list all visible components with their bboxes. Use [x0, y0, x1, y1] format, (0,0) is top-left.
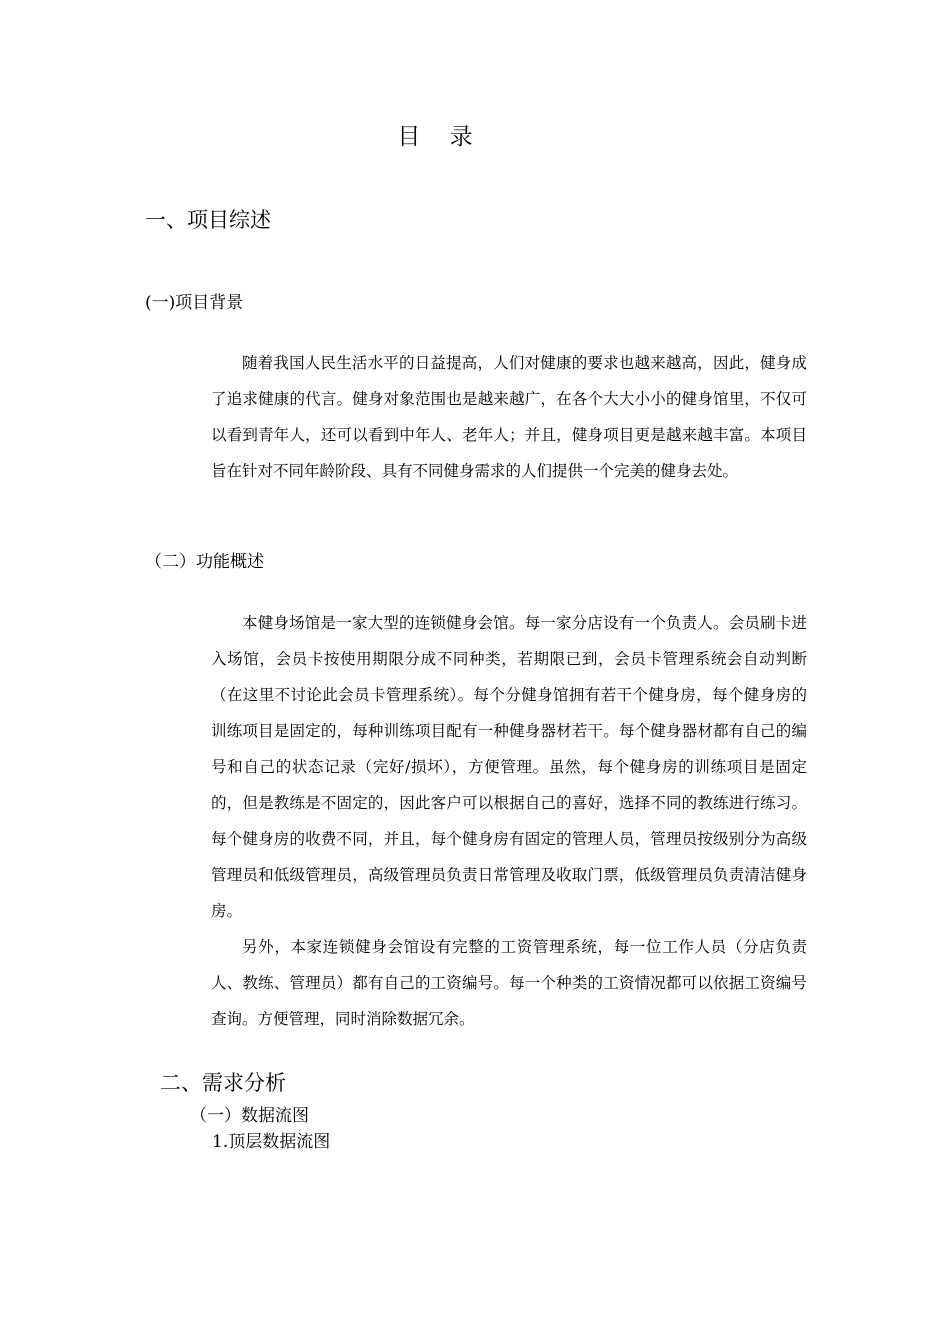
function-paragraphs [211, 605, 807, 1037]
function-text-1: 本健身场馆是一家大型的连锁健身会馆。每一家分店设有一个负责人。会员刷卡进入场馆，会员卡按使用期限分成不同种类，若期限已到，会员卡管理系统会自动判断（在这里不讨论此会员卡管理系统）。每个分健身馆拥有若干个健身房，每个健身房的训练项目是固定的，每种训练项目配有一种健身器材若干。每个健身器材都有自己的编号和自己的状态记录（完好/损坏），方便管理。虽然，每个健身房的训练项目是固定的，但是教练是不固定的，因此客户可以根据自己的喜好，选择不同的教练进行练习。每个健身房的收费不同，并且，每个健身房有固定的管理人员，管理员按级别分为高级管理员和低级管理员，高级管理员负责日常管理及收取门票，低级管理员负责清洁健身房。 [211, 614, 807, 920]
background-text: 随着我国人民生活水平的日益提高，人们对健康的要求也越来越高，因此，健身成了追求健康的代言。健身对象范围也是越来越广，在各个大大小小的健身馆里，不仅可以看到青年人，还可以看到中年人、老年人；并且，健身项目更是越来越丰富。本项目旨在针对不同年龄阶段、具有不同健身需求的人们提供一个完美的健身去处。 [211, 354, 807, 480]
function-text-2: 另外，本家连锁健身会馆设有完整的工资管理系统，每一位工作人员（分店负责人、教练、管理员）都有自己的工资编号。每一个种类的工资情况都可以依据工资编号查询。方便管理，同时消除数据冗余。 [211, 938, 807, 1028]
section-heading-requirements: 二、需求分析 [160, 1071, 286, 1095]
background-paragraph [211, 345, 807, 489]
dataflow-item-top-level: 1.顶层数据流图 [212, 1132, 331, 1152]
subsection-heading-function: （二）功能概述 [145, 552, 264, 572]
subsection-heading-background: (一)项目背景 [145, 293, 244, 313]
section-heading-overview: 一、项目综述 [145, 208, 271, 232]
page-title: 目 录 [397, 124, 473, 150]
subsection-heading-dataflow: （一）数据流图 [190, 1106, 309, 1126]
